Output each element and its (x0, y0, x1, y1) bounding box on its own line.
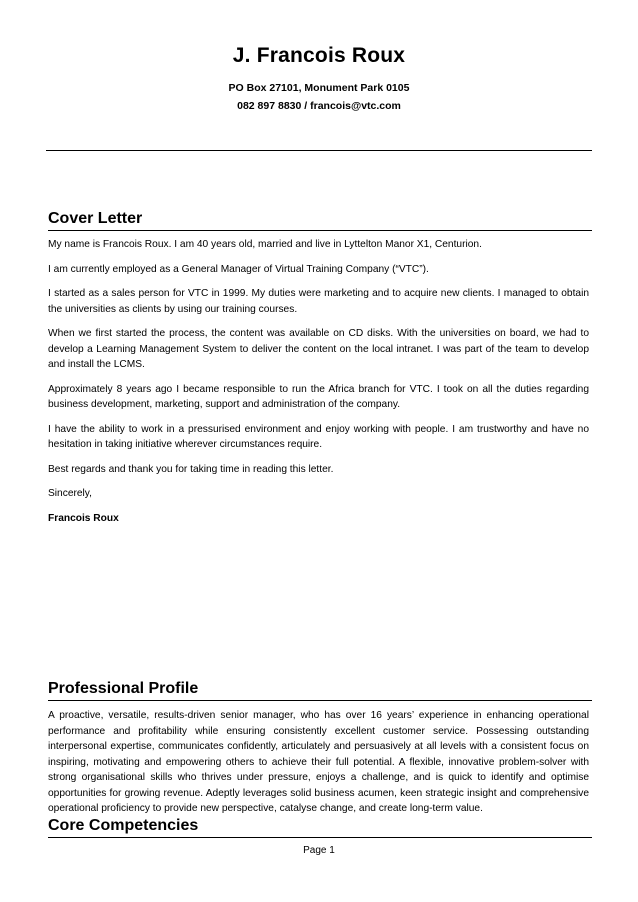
contact-details: 082 897 8830 / francois@vtc.com (237, 100, 401, 112)
core-competencies-heading: Core Competencies (48, 817, 592, 838)
signature-name: Francois Roux (48, 512, 119, 524)
cover-paragraph: Best regards and thank you for taking time in reading this letter. (48, 463, 334, 475)
cover-letter-heading: Cover Letter (48, 210, 592, 231)
cover-paragraph: Approximately 8 years ago I became responsible to run the Africa branch for VTC. I took on all the duties regarding business development, marketing, support and administration of the company. (48, 383, 589, 410)
cover-paragraph: I am currently employed as a General Manager of Virtual Training Company (“VTC”). (48, 263, 429, 275)
cover-paragraph: When we first started the process, the content was available on CD disks. With the universities on board, we had to develop a Learning Management System to deliver the content on the local intranet. I was part of the team to develop and install the LCMS. (48, 328, 589, 370)
cover-letter-body (48, 237, 589, 535)
header-divider (46, 150, 592, 151)
professional-profile-body (48, 708, 589, 826)
professional-profile-heading: Professional Profile (48, 680, 592, 701)
cover-paragraph: I have the ability to work in a pressurised environment and enjoy working with people. I am trustworthy and have no hesitation in taking initiative wherever circumstances require. (48, 423, 589, 450)
postal-address: PO Box 27101, Monument Park 0105 (228, 82, 410, 94)
cover-paragraph: My name is Francois Roux. I am 40 years old, married and live in Lyttelton Manor X1, Centurion. (48, 239, 482, 250)
cover-paragraph: I started as a sales person for VTC in 1999. My duties were marketing and to acquire new clients. I managed to obtain the universities as clients by using our training courses. (48, 288, 589, 315)
cover-paragraph: Sincerely, (48, 488, 92, 499)
applicant-name: J. Francois Roux (232, 44, 406, 67)
profile-paragraph: A proactive, versatile, results-driven senior manager, who has over 16 years’ experience in enhancing operational performance and profitability while ensuring consistently excellent customer service. Possessing outstanding interpersonal expertise, communicates confidently, articulately and persuasively at all levels with a consistent focus on inspiring, motivating and empowering others to achieve their full potential. A flexible, innovative problem-solver with strong organisational skills who thrives under pressure, enjoys a challenge, and is quick to identify and optimise opportunities for growing revenue. Adeptly leverages solid business acumen, keen strategic insight and comprehensive operational proficiency to provide new perspective, catalyse change, and create long-term value. (48, 710, 589, 814)
page-number: Page 1 (303, 845, 335, 856)
